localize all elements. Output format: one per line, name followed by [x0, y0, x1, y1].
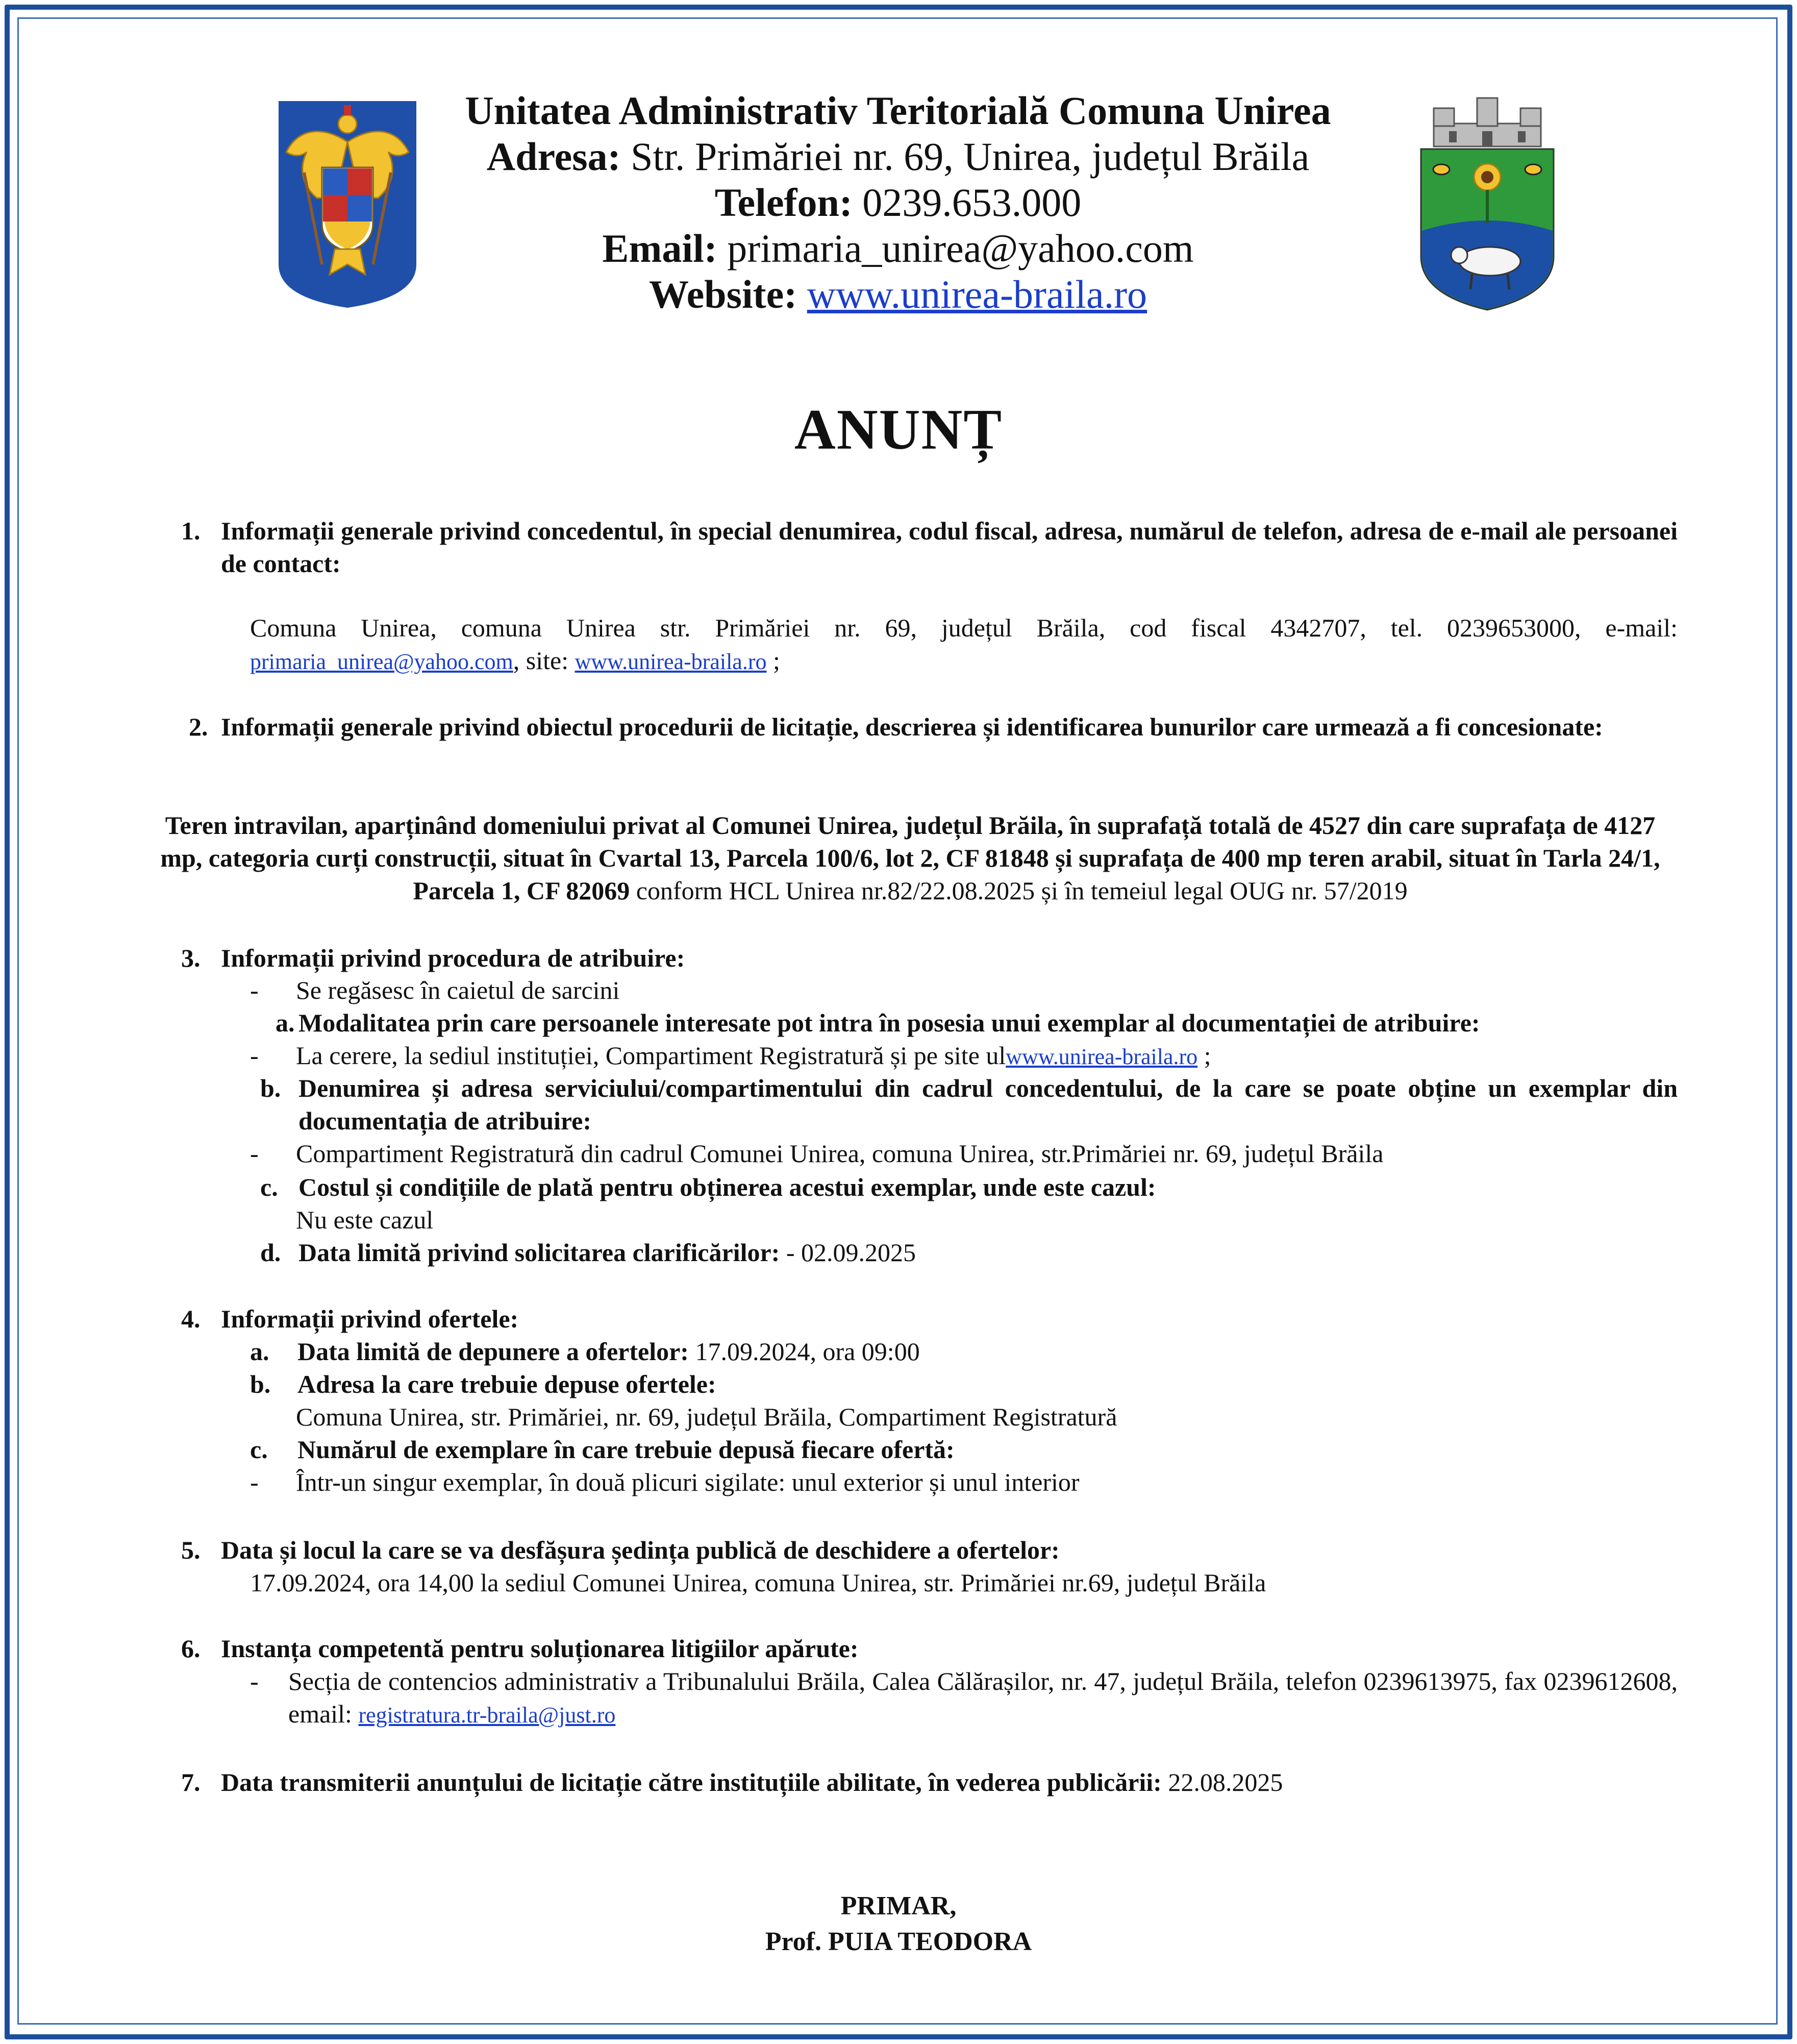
section-7-number: 7.: [181, 1768, 201, 1796]
address-value: Str. Primăriei nr. 69, Unirea, județul Brăila: [631, 134, 1310, 179]
section-1-heading: Informații generale privind concedentul, în special denumirea, codul fiscal, adresa, numărul de telefon, adresa de e-mail ale persoanei de contact:: [221, 516, 1678, 578]
section-6-body: [288, 1665, 1678, 1732]
section-4-b-text: Comuna Unirea, str. Primăriei, nr. 69, județul Brăila, Compartiment Registratură: [296, 1402, 1117, 1431]
website-link[interactable]: www.unirea-braila.ro: [807, 272, 1147, 316]
section-4-a-heading: Data limită de depunere a ofertelor:: [297, 1337, 689, 1366]
address-line: [449, 134, 1347, 180]
section-3-a-link[interactable]: www.unirea-braila.ro: [1006, 1044, 1198, 1069]
romania-coat-of-arms-icon: [273, 96, 421, 310]
section-2-number: 2.: [189, 712, 208, 741]
section-3-number: 3.: [181, 944, 201, 972]
phone-line: [449, 180, 1347, 226]
section-6-email-link[interactable]: registratura.tr-braila@just.ro: [358, 1703, 616, 1728]
section-3-d-label: d.: [260, 1238, 281, 1267]
section-2-body: [143, 809, 1678, 907]
section-3-a-end: ;: [1204, 1041, 1211, 1070]
section-3-c-text: Nu este cazul: [296, 1205, 434, 1234]
section-4-c-heading: Numărul de exemplare în care trebuie depusă fiecare ofertă:: [297, 1435, 955, 1464]
section-3-a-heading: Modalitatea prin care persoanele interesate pot intra în posesia unui exemplar al documentației de atribuire:: [298, 1008, 1480, 1037]
section-6-text: Secția de contencios administrativ a Tribunalului Brăila, Calea Călărașilor, nr. 47, județul Brăila, telefon 0239613975, fax 0239612608, email:: [288, 1667, 1678, 1728]
section-3-b-heading: Denumirea și adresa serviciului/compartimentului din cadrul concedentului, de la care se poate obține un exemplar din documentația de atribuire:: [298, 1074, 1678, 1135]
section-1-site-text: , site:: [513, 646, 569, 675]
document-title: ANUNȚ: [794, 398, 1003, 461]
section-1-end: ;: [772, 646, 780, 675]
section-3-item-0: Se regăsesc în caietul de sarcini: [296, 976, 620, 1004]
section-3-dash-a: -: [250, 1041, 259, 1070]
section-2-heading: Informații generale privind obiectul procedurii de licitație, descrierea și identificarea bunurilor care urmează a fi concesionate:: [221, 712, 1603, 741]
website-label: Website:: [648, 272, 797, 316]
section-3-c-heading: Costul și condițiile de plată pentru obținerea acestui exemplar, unde este cazul:: [298, 1173, 1156, 1201]
section-5-text: 17.09.2024, ora 14,00 la sediul Comunei Unirea, comuna Unirea, str. Primăriei nr.69, județul Brăila: [250, 1568, 1266, 1597]
section-3-a-text: La cerere, la sediul instituției, Compartiment Registratură și pe site ul: [296, 1041, 1006, 1070]
email-line: [449, 226, 1347, 272]
signature-role: PRIMAR,: [840, 1891, 957, 1920]
section-7-heading: Data transmiterii anunțului de licitație către instituțiile abilitate, în vederea publicării:: [221, 1768, 1162, 1796]
section-3-heading: Informații privind procedura de atribuire:: [221, 944, 685, 972]
section-1-number: 1.: [181, 516, 201, 545]
section-3-d-heading: Data limită privind solicitarea clarificărilor:: [298, 1238, 780, 1267]
section-4-b-heading: Adresa la care trebuie depuse ofertele:: [297, 1370, 716, 1398]
section-1-site-link[interactable]: www.unirea-braila.ro: [575, 649, 767, 674]
unirea-coat-of-arms-icon: [1413, 93, 1561, 312]
institution-name: Unitatea Administrativ Teritorială Comuna Unirea: [465, 88, 1331, 133]
website-line: [449, 272, 1347, 317]
section-4-b-label: b.: [250, 1370, 271, 1398]
phone-value: 0239.653.000: [862, 180, 1082, 225]
section-1-email-link[interactable]: primaria_unirea@yahoo.com: [250, 649, 513, 674]
section-5-number: 5.: [181, 1536, 201, 1564]
signature-block: [0, 1888, 1797, 1960]
address-label: Adresa:: [486, 134, 621, 179]
section-3-dash-b: -: [250, 1139, 259, 1168]
section-5-heading: Data și locul la care se va desfășura ședința publică de deschidere a ofertelor:: [221, 1536, 1060, 1564]
email-value: primaria_unirea@yahoo.com: [727, 226, 1194, 270]
section-3-a-label: a.: [276, 1008, 295, 1037]
email-label: Email:: [602, 226, 717, 270]
section-4-c-text: Într-un singur exemplar, în două plicuri sigilate: unul exterior și unul interior: [296, 1468, 1080, 1496]
section-3-c-label: c.: [260, 1173, 278, 1201]
section-7-value: 22.08.2025: [1168, 1768, 1283, 1796]
phone-label: Telefon:: [714, 180, 853, 225]
signature-name: Prof. PUIA TEODORA: [765, 1927, 1032, 1956]
section-6-number: 6.: [181, 1634, 201, 1663]
section-3-d-value: - 02.09.2025: [786, 1238, 916, 1267]
section-4-a-label: a.: [250, 1337, 269, 1366]
section-3-a-body: [296, 1039, 1211, 1073]
section-4-heading: Informații privind ofertele:: [221, 1304, 519, 1333]
section-4-number: 4.: [181, 1304, 201, 1333]
section-3-d-line: [298, 1236, 916, 1269]
section-3-b-text: Compartiment Registratură din cadrul Comunei Unirea, comuna Unirea, str.Primăriei nr. 69, județul Brăila: [296, 1139, 1384, 1168]
section-4-c-label: c.: [250, 1435, 268, 1464]
section-4-a-line: [297, 1335, 920, 1368]
section-4-a-value: 17.09.2024, ora 09:00: [695, 1337, 920, 1366]
section-1-text: Comuna Unirea, comuna Unirea str. Primăriei nr. 69, județul Brăila, cod fiscal 4342707, tel. 0239653000, e-mail:: [250, 613, 1678, 642]
section-4-dash-c: -: [250, 1468, 259, 1496]
section-3-b-label: b.: [260, 1074, 281, 1102]
section-3-dash-0: -: [250, 976, 259, 1004]
section-2-normal-text: conform HCL Unirea nr.82/22.08.2025 și în temeiul legal OUG nr. 57/2019: [636, 876, 1408, 905]
institution-header: [449, 88, 1347, 317]
section-1-body: [250, 611, 1678, 678]
section-6-heading: Instanța competentă pentru soluționarea litigiilor apărute:: [221, 1634, 859, 1663]
section-7-line: [221, 1766, 1283, 1799]
section-2-bold-text: Teren intravilan, aparținând domeniului privat al Comunei Unirea, județul Brăila, în suprafață totală de 4527 din care suprafața de 4127 mp, categoria curți construcții, situat în Cvartal 13, Parcela 100/6, lot 2, CF 81848 și suprafața de 400 mp teren arabil, situat în Tarla 24/1, Parcela 1, CF 82069: [160, 811, 1660, 905]
section-6-dash: -: [250, 1667, 259, 1695]
